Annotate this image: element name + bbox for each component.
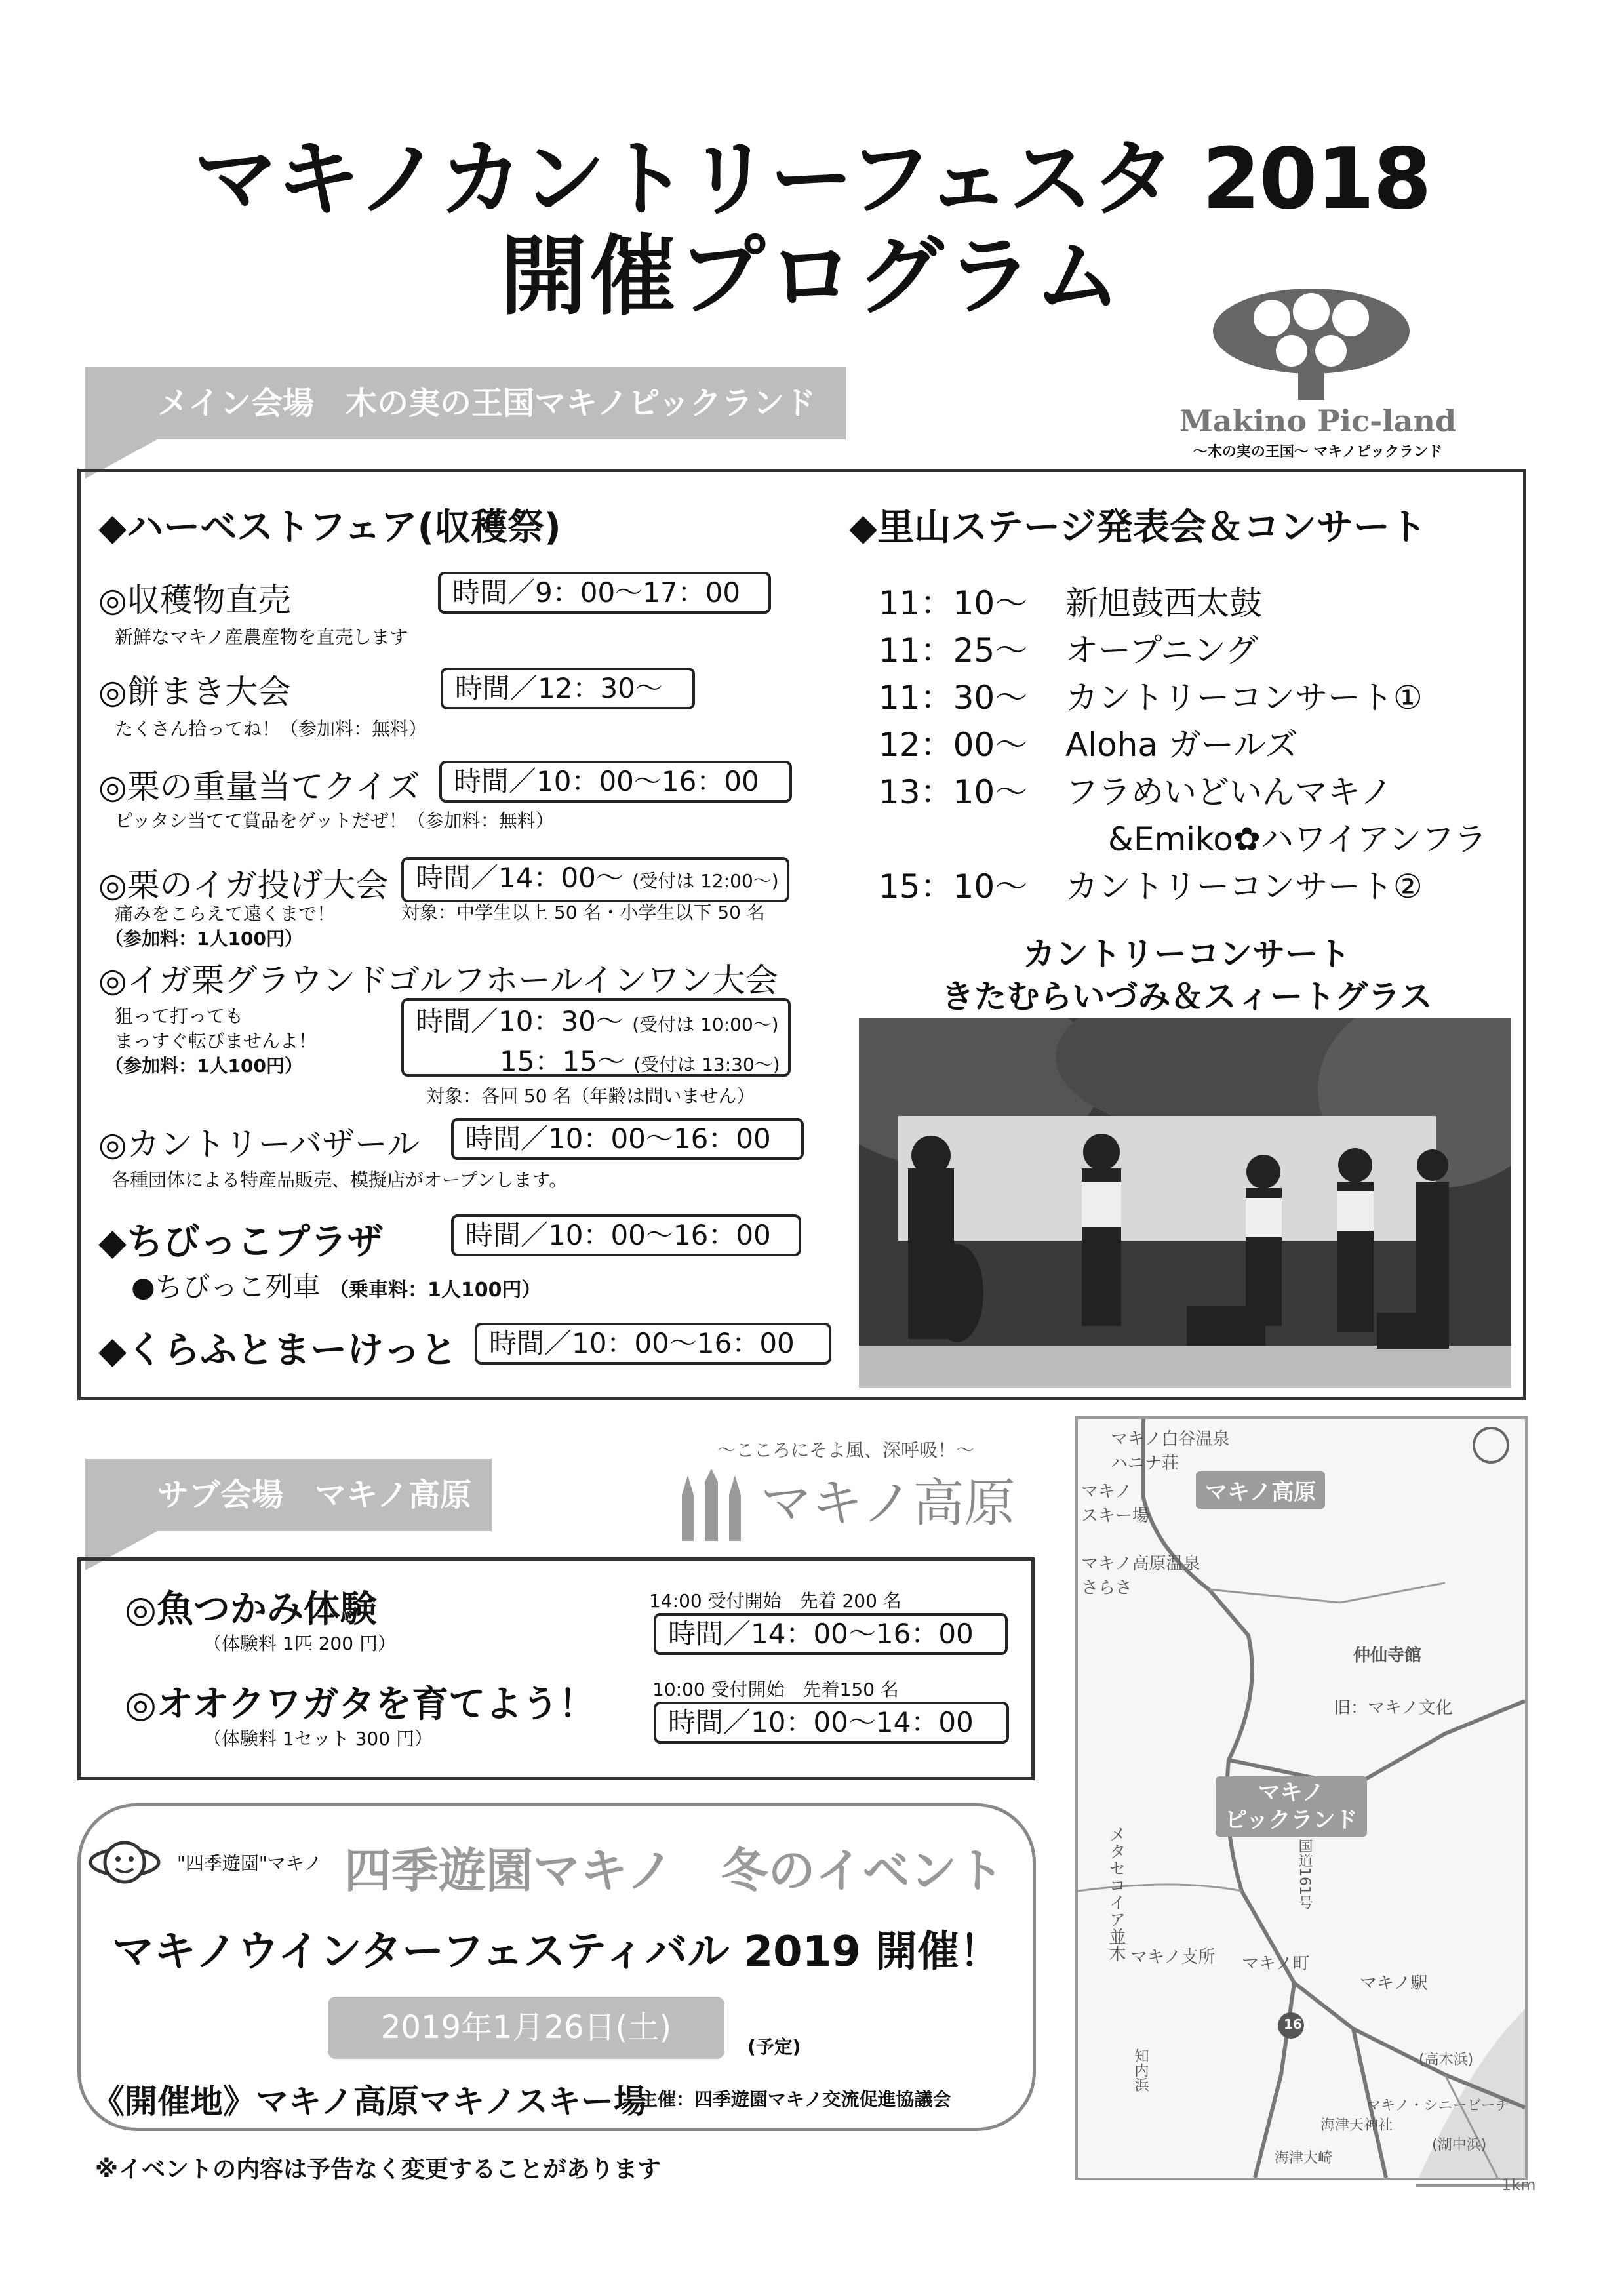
pic-land-logo-name: Makino Pic-land	[1179, 403, 1457, 439]
sub-item-name: ◎魚つかみ体験	[125, 1588, 377, 1631]
map-label: (湖中浜)	[1432, 2137, 1487, 2153]
winter-festival-title: マキノウインターフェスティバル 2019 開催！	[111, 1928, 1002, 1976]
map-label: 知内浜	[1132, 2048, 1149, 2092]
stage-act: カントリーコンサート①	[1065, 679, 1423, 717]
time-box: 時間／10：00〜14：00	[654, 1702, 1009, 1744]
time-box: 時間／10：00〜16：00	[451, 1118, 804, 1160]
chibikko-train-fee: （乗車料：1人100円）	[329, 1279, 542, 1302]
makino-kogen-logo-name: マキノ高原	[761, 1474, 1016, 1533]
map-label: 海津天神社	[1320, 2117, 1393, 2134]
map-label: マキノ高原温泉 さらさ	[1081, 1554, 1200, 1598]
sub-item-reception: 10:00 受付開始 先着150 名	[652, 1679, 899, 1700]
disclaimer: ※イベントの内容は予告なく変更することがあります	[95, 2156, 661, 2183]
map-scale-label: 1km	[1501, 2176, 1536, 2194]
sub-item-reception: 14:00 受付開始 先着 200 名	[649, 1590, 901, 1612]
chibikko-train-label: ●ちびっこ列車	[131, 1271, 321, 1303]
winter-organizer: 主催：四季遊園マキノ交流促進協議会	[639, 2088, 951, 2110]
harvest-item-fee: （参加料：1人100円）	[105, 928, 303, 949]
stage-row	[879, 671, 1423, 719]
main-venue-banner: メイン会場 木の実の王国マキノピックランド	[85, 367, 846, 439]
concert-photo	[859, 1018, 1511, 1388]
map-label: 国道161号	[1296, 1839, 1313, 1909]
page-title: マキノカントリーフェスタ 2018	[193, 130, 1431, 228]
time-box	[401, 998, 791, 1077]
time-value: 時間／14：00〜	[416, 862, 624, 894]
harvest-item-note: 各種団体による特産品販売、模擬店がオープンします。	[111, 1169, 568, 1191]
chibikko-heading: ◆ちびっこプラザ	[98, 1221, 384, 1264]
stage-heading: ◆里山ステージ発表会＆コンサート	[849, 506, 1427, 549]
map-badge-picland: マキノ ピックランド	[1216, 1776, 1367, 1837]
time-box: 時間／12：30〜	[441, 668, 695, 709]
harvest-item-note: 痛みをこらえて遠くまで！	[115, 903, 336, 925]
stage-row	[879, 719, 1297, 766]
sub-item-fee: （体験料 1匹 200 円）	[203, 1633, 396, 1654]
route-161-marker: 161	[1284, 2016, 1311, 2032]
time-box: 時間／10：00〜16：00	[439, 761, 792, 803]
time-box: 時間／9：00〜17：00	[438, 572, 771, 614]
castle-icon	[675, 1469, 747, 1541]
concert-title: カントリーコンサート	[1023, 935, 1351, 973]
stage-time: 11：30〜	[879, 679, 1028, 717]
harvest-item-note: たくさん拾ってね！（参加料：無料）	[115, 718, 427, 740]
winter-date-note: (予定)	[747, 2036, 801, 2058]
harvest-item-note: 狙って打っても	[115, 1005, 244, 1027]
time-box	[401, 857, 789, 902]
stage-row	[879, 860, 1423, 908]
sub-item-fee: （体験料 1セット 300 円）	[203, 1728, 433, 1749]
harvest-item-name: ◎カントリーバザール	[98, 1125, 420, 1163]
map-label: 海津大崎	[1275, 2150, 1333, 2166]
time-value: 時間／10：30〜	[416, 1005, 624, 1037]
stage-act: 新旭鼓西太鼓	[1065, 584, 1262, 622]
stage-act: オープニング	[1065, 631, 1258, 669]
time-note: (受付は 13:30〜)	[633, 1054, 780, 1075]
map-label: マキノ スキー場	[1081, 1482, 1150, 1526]
page-subtitle: 開催プログラム	[500, 226, 1124, 327]
time-box: 時間／14：00〜16：00	[654, 1613, 1008, 1655]
harvest-item-name: ◎栗のイガ投げ大会	[98, 866, 389, 904]
map-label: マキノ支所	[1130, 1947, 1216, 1967]
pic-land-logo-icon	[1200, 282, 1423, 407]
harvest-item-note: ピッタシ当てて賞品をゲットだぜ！（参加料：無料）	[115, 810, 554, 831]
time-box: 時間／10：00〜16：00	[475, 1323, 831, 1365]
harvest-item-name: ◎イガ栗グラウンドゴルフホールインワン大会	[98, 961, 778, 999]
map-label: マキノ駅	[1360, 1974, 1428, 1993]
stage-act: &Emiko✿ハワイアンフラ	[1108, 820, 1487, 858]
area-map	[1075, 1416, 1528, 2180]
time-note: (受付は 12:00〜)	[632, 870, 779, 892]
stage-time: 11：25〜	[879, 631, 1028, 669]
shiki-yuen-logo-text: "四季遊園"マキノ	[177, 1852, 323, 1874]
stage-row	[879, 766, 1393, 813]
shiki-yuen-logo-icon	[89, 1829, 161, 1895]
map-label: (高木浜)	[1419, 2052, 1474, 2068]
map-label: マキノ白谷温泉 ハニナ荘	[1111, 1429, 1230, 1473]
harvest-item-name: ◎収穫物直売	[98, 581, 291, 619]
stage-row	[879, 577, 1262, 624]
map-label: メタセコイア並木	[1106, 1826, 1126, 1962]
harvest-heading: ◆ハーベストフェア(収穫祭)	[98, 506, 561, 549]
craft-heading: ◆くらふとまーけっと	[98, 1329, 458, 1372]
makino-kogen-logo-tagline: 〜こころにそよ風、深呼吸！〜	[717, 1439, 974, 1461]
sub-item-name: ◎オオクワガタを育てよう！	[125, 1683, 596, 1726]
stage-row	[879, 624, 1258, 671]
harvest-item-name: ◎餅まき大会	[98, 673, 291, 711]
stage-act: カントリーコンサート②	[1065, 868, 1423, 906]
sub-venue-banner: サブ会場 マキノ高原	[85, 1459, 492, 1531]
harvest-item-note: まっすぐ転びませんよ！	[115, 1030, 317, 1052]
stage-row	[879, 813, 1487, 860]
stage-act: フラめいどいんマキノ	[1065, 773, 1393, 811]
map-label: マキノ・シニービーチ	[1366, 2098, 1510, 2114]
concert-performers: きたむらいづみ＆スィートグラス	[941, 978, 1433, 1016]
chibikko-train	[131, 1266, 542, 1305]
harvest-item-target: 対象：各回 50 名（年齢は問いません）	[426, 1085, 755, 1107]
winter-venue: 《開催地》マキノ高原マキノスキー場	[92, 2083, 646, 2121]
map-label: マキノ町	[1242, 1954, 1310, 1974]
pic-land-logo-tagline: 〜木の実の王国〜 マキノピックランド	[1193, 444, 1443, 460]
harvest-item-fee: （参加料：1人100円）	[105, 1055, 303, 1077]
time-note: (受付は 10:00〜)	[632, 1014, 779, 1035]
harvest-item-name: ◎栗の重量当てクイズ	[98, 768, 420, 806]
stage-time: 12：00〜	[879, 726, 1028, 764]
map-label: 旧：マキノ文化	[1334, 1698, 1453, 1718]
map-label: 仲仙寺館	[1353, 1646, 1422, 1666]
harvest-item-note: 新鮮なマキノ産農産物を直売します	[115, 626, 408, 648]
winter-headline: 四季遊園マキノ 冬のイベント	[344, 1843, 1004, 1898]
time-box: 時間／10：00〜16：00	[451, 1214, 801, 1256]
time-value: 15：15〜	[500, 1045, 625, 1077]
map-badge-kogen: マキノ高原	[1196, 1471, 1325, 1509]
harvest-item-target: 対象：中学生以上 50 名・小学生以下 50 名	[401, 902, 765, 923]
stage-time: 11：10〜	[879, 584, 1028, 622]
stage-time: 15：10〜	[879, 868, 1028, 906]
stage-act: Aloha ガールズ	[1065, 726, 1298, 764]
winter-date-badge: 2019年1月26日(土)	[328, 1997, 724, 2059]
stage-time: 13：10〜	[879, 773, 1028, 811]
